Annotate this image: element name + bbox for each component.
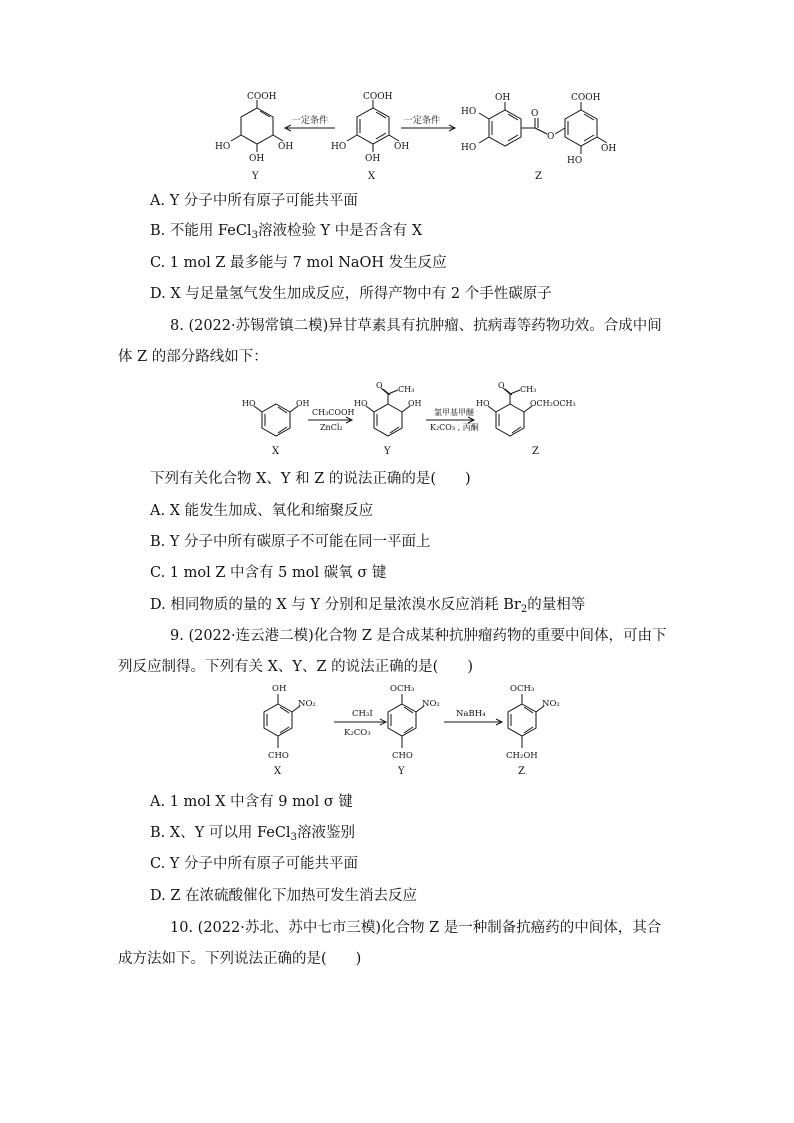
q8-option-d: [150, 595, 585, 620]
q9-option-b-head: B. X、Y 可以用 FeCl: [150, 825, 291, 841]
y-ch3: CH₃: [398, 385, 415, 394]
label-x: X: [368, 171, 376, 182]
y-ho: HO: [354, 399, 368, 408]
scheme-3-drawing: [240, 680, 580, 788]
y-och3: OCH₃: [390, 684, 415, 694]
arrow-right-label: 一定条件: [404, 116, 441, 126]
y-cho: CHO: [392, 751, 413, 761]
z-ch2oh: CH₂OH: [506, 751, 538, 761]
y-cooh: COOH: [247, 92, 277, 102]
label-z: Z: [518, 766, 525, 777]
z-ho: HO: [461, 107, 477, 117]
x-ho: HO: [242, 399, 256, 408]
label-x: X: [272, 446, 280, 457]
label-y: Y: [252, 171, 259, 182]
arrow-left-label: 一定条件: [292, 116, 329, 126]
y-oh: OH: [408, 399, 422, 408]
x-oh: OH: [272, 684, 287, 694]
q7-option-b-head: B. 不能用 FeCl: [150, 223, 252, 239]
z-och3: OCH₃: [510, 684, 535, 694]
x-ho: HO: [331, 142, 347, 152]
x-oh-2: OH: [394, 142, 410, 152]
z-ho: HO: [476, 399, 490, 408]
q10-stem-line1: 10. (2022·苏北、苏中七市三模)化合物 Z 是一种制备抗癌药的中间体，其合: [170, 920, 662, 936]
q8-option-d-sub: 2: [520, 604, 528, 615]
scheme-3: [240, 680, 580, 788]
y-ho: HO: [215, 142, 231, 152]
q9-option-a: A. 1 mol X 中含有 9 mol σ 键: [150, 794, 353, 810]
q8-option-d-head: D. 相同物质的量的 X 与 Y 分别和足量浓溴水反应消耗 Br: [150, 597, 521, 613]
z-group: OCH₂OCH₃: [530, 399, 576, 408]
label-y: Y: [398, 766, 405, 777]
label-z: Z: [535, 171, 542, 182]
q8-stem-line2: 体 Z 的部分路线如下：: [118, 349, 268, 365]
z-ho-2: HO: [461, 143, 477, 153]
z-carbonyl-o: O: [498, 381, 505, 390]
q8-option-d-tail: 的量相等: [527, 597, 586, 613]
q8-stem-line1: 8. (2022·苏锡常镇二模)异甘草素具有抗肿瘤、抗病毒等药物功效。合成中间: [170, 318, 662, 334]
reagent2-top: 氯甲基甲醚: [434, 408, 474, 417]
q7-option-c: C. 1 mol Z 最多能与 7 mol NaOH 发生反应: [150, 255, 447, 271]
reagent1-top: CH₃COOH: [312, 408, 355, 417]
q9-option-b-sub: 3: [290, 832, 297, 843]
scheme-2-drawing: [230, 376, 600, 458]
q9-option-c: C. Y 分子中所有原子可能共平面: [150, 856, 358, 872]
reagent1-bottom: ZnCl₂: [320, 423, 343, 432]
z-oh-top: OH: [495, 93, 511, 103]
z-ho-3: HO: [567, 156, 583, 166]
y-oh-2: OH: [278, 142, 294, 152]
scheme-1-drawing: [205, 88, 635, 188]
q8-option-b: B. Y 分子中所有碳原子不可能在同一平面上: [150, 534, 431, 550]
reagent2-bottom: K₂CO₃ , 丙酮: [430, 423, 479, 432]
q8-option-a: A. X 能发生加成、氧化和缩聚反应: [150, 503, 374, 519]
label-x: X: [274, 766, 282, 777]
x-cho: CHO: [268, 751, 289, 761]
z-carbonyl-o: O: [531, 109, 539, 119]
z-ch3: CH₃: [520, 385, 537, 394]
q7-option-b: [150, 221, 422, 246]
z-oh-2: OH: [601, 144, 617, 154]
q9-option-d: D. Z 在浓硫酸催化下加热可发生消去反应: [150, 888, 418, 904]
reagent1-bottom: K₂CO₃: [344, 728, 371, 738]
q8-option-c: C. 1 mol Z 中含有 5 mol 碳氧 σ 键: [150, 565, 387, 581]
y-no2: NO₂: [422, 699, 440, 709]
q7-option-b-tail: 溶液检验 Y 中是否含有 X: [257, 223, 423, 239]
q8-question: 下列有关化合物 X、Y 和 Z 的说法正确的是( ): [150, 471, 471, 487]
y-carbonyl-o: O: [376, 381, 383, 390]
label-z: Z: [532, 446, 539, 457]
x-oh: OH: [365, 154, 381, 164]
scheme-2: [230, 376, 600, 458]
z-no2: NO₂: [542, 699, 560, 709]
q7-option-d: D. X 与足量氢气发生加成反应，所得产物中有 2 个手性碳原子: [150, 286, 552, 302]
q9-stem-line2: 列反应制得。下列有关 X、Y、Z 的说法正确的是( ): [118, 659, 474, 675]
label-y: Y: [384, 446, 391, 457]
q10-stem-line2: 成方法如下。下列说法正确的是( ): [118, 951, 362, 967]
q9-stem-line1: 9. (2022·连云港二模)化合物 Z 是合成某种抗肿瘤药物的重要中间体，可由下: [170, 628, 667, 644]
reagent2-top: NaBH₄: [456, 709, 486, 719]
q7-option-a: A. Y 分子中所有原子可能共平面: [150, 193, 358, 209]
x-no2: NO₂: [298, 699, 316, 709]
q7-option-b-sub: 3: [251, 230, 258, 241]
reagent1-top: CH₃I: [352, 709, 373, 719]
z-ester-o: O: [547, 132, 555, 142]
q9-option-b: [150, 823, 355, 848]
q9-option-b-tail: 溶液鉴别: [296, 825, 355, 841]
x-oh: OH: [296, 399, 310, 408]
x-cooh: COOH: [363, 92, 393, 102]
z-cooh: COOH: [571, 93, 601, 103]
scheme-1: [205, 88, 635, 188]
y-oh: OH: [249, 154, 265, 164]
